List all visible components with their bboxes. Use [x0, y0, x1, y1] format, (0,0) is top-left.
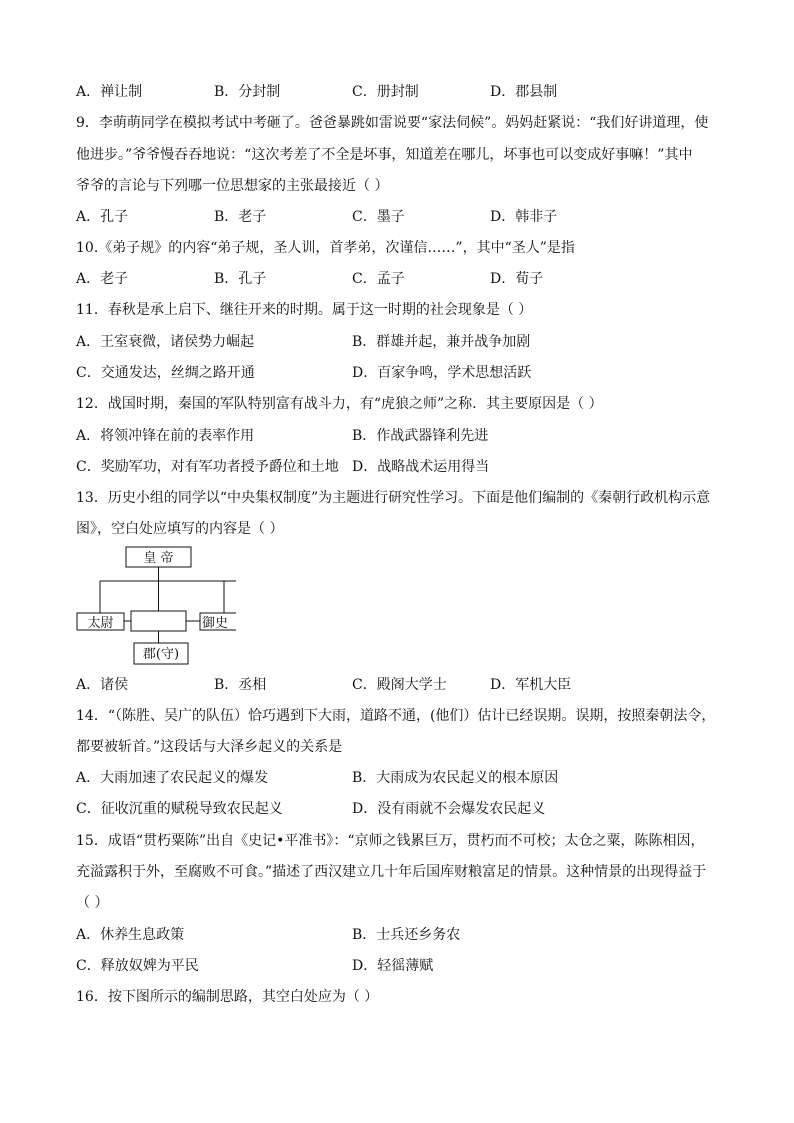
q13-text-line-1: 13．历史小组的同学以“中央集权制度”为主题进行研究性学习。下面是他们编制的《秦朝行政机构示意	[76, 490, 711, 506]
emperor-label: 皇 帝	[143, 551, 174, 566]
q16-text-line-1: 16．按下图所示的编制思路，其空白处应为（ ）	[76, 989, 379, 1005]
prefecture-label: 郡(守)	[142, 647, 180, 662]
q8-option-c: C．册封制	[352, 84, 419, 100]
q13-option-a: A．诸侯	[76, 677, 129, 693]
q12-option-a: A．将领冲锋在前的表率作用	[76, 428, 255, 444]
q9-option-c: C．墨子	[352, 209, 405, 225]
q12-text-line-1: 12．战国时期，秦国的军队特别富有战斗力，有“虎狼之师”之称．其主要原因是（ ）	[76, 396, 603, 412]
q11-option-a: A．王室衰微，诸侯势力崛起	[76, 334, 255, 350]
q10-option-d: D．荀子	[490, 271, 544, 287]
q15-option-a: A．休养生息政策	[76, 927, 185, 943]
q15-text-line-1: 15．成语“贯朽粟陈”出自《史记•平准书》：“京师之钱累巨万，贯朽而不可校；太仓之粟，陈陈相因，	[76, 833, 705, 849]
q15-option-b: B．士兵还乡务农	[352, 927, 461, 943]
q8-option-b: B．分封制	[214, 84, 281, 100]
q12-option-b: B．作战武器锋利先进	[352, 428, 489, 444]
q9-text-line-2: 他进步。”爷爷慢吞吞地说：“这次考差了不全是坏事，知道差在哪儿，坏事也可以变成好事嘛！”其中	[76, 147, 693, 163]
yushi-label: 御史	[202, 616, 229, 631]
q14-text-line-2: 都要被斩首。”这段话与大泽乡起义的关系是	[76, 739, 343, 755]
q8-option-d: D．郡县制	[490, 84, 558, 100]
q11-option-d: D．百家争鸣，学术思想活跃	[352, 365, 532, 381]
q12-option-c: C．奖励军功，对有军功者授予爵位和土地	[76, 459, 339, 475]
qin-administration-diagram	[76, 543, 236, 668]
q14-option-c: C．征收沉重的赋税导致农民起义	[76, 801, 283, 817]
q11-option-b: B．群雄并起，兼并战争加剧	[352, 334, 531, 350]
blank-box	[131, 611, 186, 631]
q10-option-a: A．老子	[76, 271, 129, 287]
q15-text-line-3: （ ）	[76, 895, 109, 911]
q9-option-a: A．孔子	[76, 209, 129, 225]
q14-text-line-1: 14．“（陈胜、吴广的队伍）恰巧遇到下大雨，道路不通，(他们）估计已经误期。误期，按照秦朝法令，	[76, 708, 716, 724]
q9-option-d: D．韩非子	[490, 209, 558, 225]
q13-text-line-2: 图》，空白处应填写的内容是（ ）	[76, 521, 284, 537]
q14-option-d: D．没有雨就不会爆发农民起义	[352, 801, 546, 817]
q9-text-line-1: 9．李萌萌同学在模拟考试中考砸了。爸爸暴跳如雷说要“家法伺候”。妈妈赶紧说：“我们好讲道理，使	[76, 115, 709, 131]
q10-option-b: B．孔子	[214, 271, 267, 287]
q15-option-c: C．释放奴婢为平民	[76, 958, 199, 974]
q13-option-d: D．军机大臣	[490, 677, 572, 693]
q11-option-c: C．交通发达，丝绸之路开通	[76, 365, 255, 381]
q13-option-b: B．丞相	[214, 677, 267, 693]
q9-option-b: B．老子	[214, 209, 267, 225]
q10-option-c: C．孟子	[352, 271, 405, 287]
taiwei-label: 太尉	[87, 616, 114, 631]
q13-option-c: C．殿阁大学士	[352, 677, 447, 693]
q15-option-d: D．轻徭薄赋	[352, 958, 434, 974]
q10-text-line-1: 10.《弟子规》的内容“弟子规，圣人训，首孝弟，次谨信……”，其中“圣人”是指	[76, 240, 575, 256]
q12-option-d: D．战略战术运用得当	[352, 459, 490, 475]
q15-text-line-2: 充溢露积于外，至腐败不可食。”描述了西汉建立几十年后国库财粮富足的情景。这种情景的出现得益于	[76, 864, 707, 880]
q8-option-a: A．禅让制	[76, 84, 143, 100]
q9-text-line-3: 爷爷的言论与下列哪一位思想家的主张最接近（ ）	[76, 178, 389, 194]
q14-option-a: A．大雨加速了农民起义的爆发	[76, 770, 269, 786]
q11-text-line-1: 11．春秋是承上启下、继往开来的时期。属于这一时期的社会现象是（ ）	[76, 302, 533, 318]
q14-option-b: B．大雨成为农民起义的根本原因	[352, 770, 559, 786]
